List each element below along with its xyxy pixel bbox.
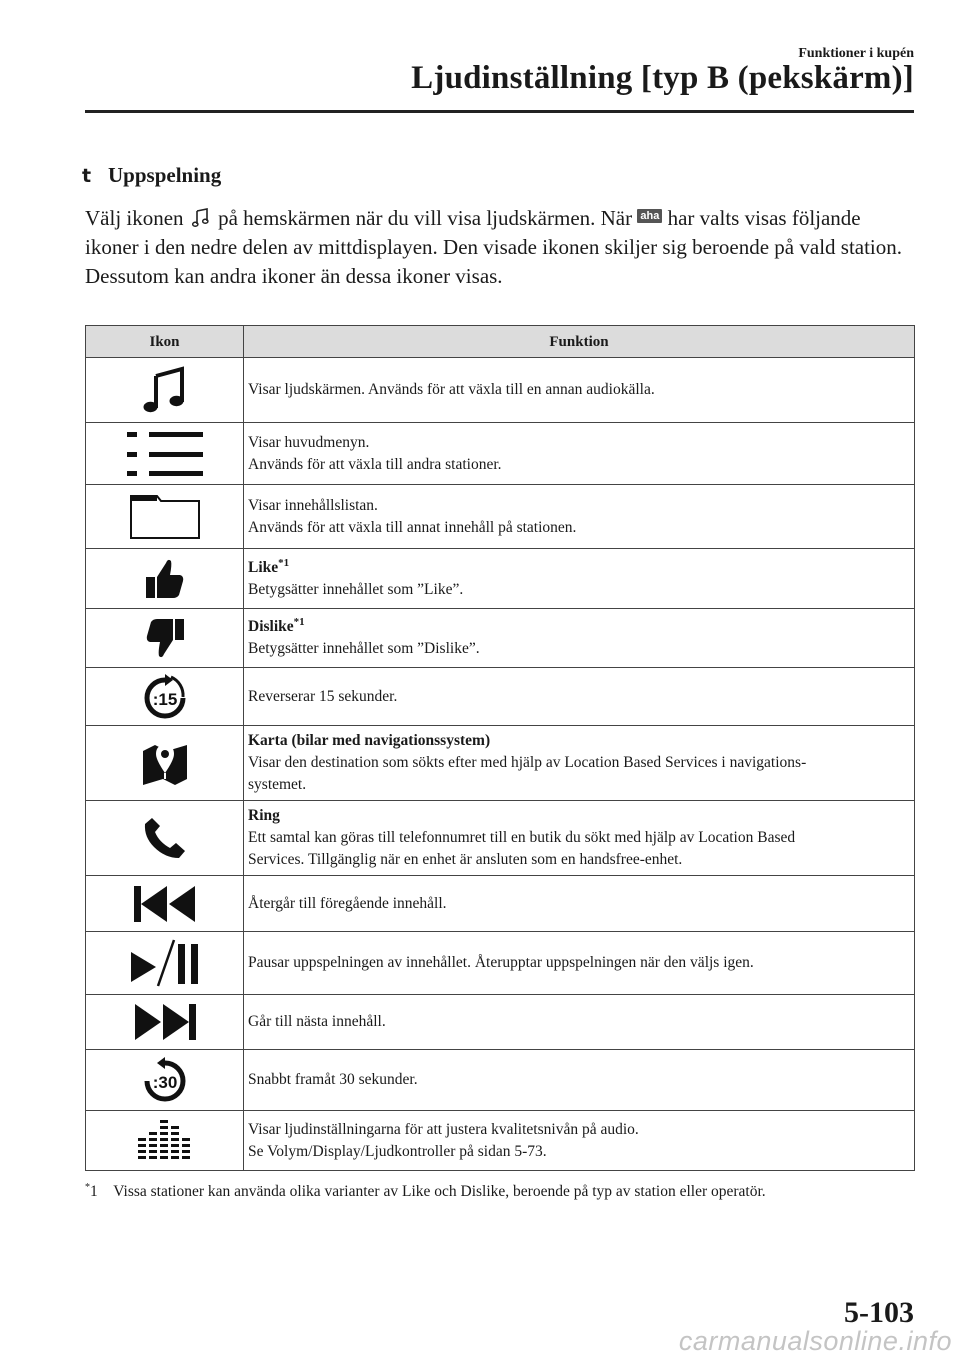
row-line: Visar ljudskärmen. Används för att växla till en annan audiokälla. bbox=[248, 381, 655, 398]
row-title: Ring bbox=[248, 807, 280, 824]
table-row bbox=[86, 726, 915, 801]
table-row bbox=[86, 1050, 915, 1111]
row-line: systemet. bbox=[248, 776, 307, 793]
row-line: Återgår till föregående innehåll. bbox=[248, 894, 447, 912]
page-number: 5-103 bbox=[844, 1296, 914, 1329]
row-line: Pausar uppspelningen av innehållet. Återupptar uppspelningen när den väljs igen. bbox=[248, 954, 754, 971]
intro-paragraph-1 bbox=[85, 204, 915, 262]
row-line: Används för att växla till annat innehåll på stationen. bbox=[248, 518, 577, 536]
forward-30-icon bbox=[141, 1056, 189, 1104]
row-line: Går till nästa innehåll. bbox=[248, 1013, 386, 1030]
music-note-small-icon bbox=[192, 208, 210, 228]
footnote-ref: *1 bbox=[293, 615, 305, 628]
intro-part-a: Välj ikonen bbox=[85, 206, 184, 230]
table-row bbox=[86, 358, 915, 423]
table-row bbox=[86, 668, 915, 726]
footnote-number: 1 bbox=[90, 1183, 98, 1200]
skip-previous-icon bbox=[131, 884, 199, 924]
equalizer-icon bbox=[135, 1118, 195, 1164]
table-row bbox=[86, 995, 915, 1050]
section-heading-text: Uppspelning bbox=[108, 163, 222, 187]
header-function: Funktion bbox=[244, 326, 915, 358]
row-line: Betygsätter innehållet som ”Like”. bbox=[248, 580, 464, 598]
play-pause-icon bbox=[128, 938, 202, 988]
forward-30-label: :30 bbox=[152, 1073, 177, 1092]
header-icon: Ikon bbox=[86, 326, 244, 358]
thumbs-up-icon bbox=[144, 557, 186, 601]
row-title: Karta (bilar med navigationssystem) bbox=[248, 732, 491, 749]
row-line: Visar den destination som sökts efter med hjälp av Location Based Services i navigations- bbox=[248, 754, 807, 771]
intro-text bbox=[85, 204, 915, 291]
row-line: Se Volym/Display/Ljudkontroller på sidan 5-73. bbox=[248, 1142, 547, 1160]
row-line: Visar innehållslistan. bbox=[248, 496, 378, 514]
row-title-text: Like bbox=[248, 558, 279, 576]
table-row bbox=[86, 485, 915, 549]
thumbs-down-icon bbox=[144, 616, 186, 660]
page-title: Ljudinställning [typ B (pekskärm)] bbox=[411, 60, 914, 96]
icon-table bbox=[85, 325, 915, 1171]
row-line: Används för att växla till andra stationer. bbox=[248, 455, 502, 473]
table-row bbox=[86, 1111, 915, 1171]
table-row bbox=[86, 876, 915, 932]
list-menu-icon bbox=[125, 429, 205, 479]
footnote-mark: * bbox=[85, 1181, 90, 1193]
header-section-name: Funktioner i kupén bbox=[798, 46, 914, 61]
phone-icon bbox=[143, 816, 187, 860]
row-line: Snabbt framåt 30 sekunder. bbox=[248, 1071, 418, 1088]
footnote-ref: *1 bbox=[278, 556, 290, 569]
row-title bbox=[248, 616, 910, 638]
row-title bbox=[248, 557, 910, 579]
row-line: Reverserar 15 sekunder. bbox=[248, 687, 398, 705]
row-line: Betygsätter innehållet som ”Dislike”. bbox=[248, 640, 480, 657]
header-divider bbox=[85, 110, 914, 113]
rewind-15-icon bbox=[141, 673, 189, 721]
table-row bbox=[86, 423, 915, 485]
aha-logo: aha bbox=[637, 209, 662, 223]
map-pin-icon bbox=[141, 739, 189, 787]
folder-icon bbox=[129, 493, 201, 541]
footnote bbox=[85, 1183, 915, 1201]
table-header-row bbox=[86, 326, 915, 358]
table-row bbox=[86, 549, 915, 609]
row-title-text: Dislike bbox=[248, 618, 294, 635]
row-line: Visar ljudinställningarna för att justera kvalitetsnivån på audio. bbox=[248, 1120, 639, 1138]
section-bullet: t bbox=[82, 165, 92, 187]
music-note-icon bbox=[142, 366, 188, 414]
skip-next-icon bbox=[131, 1002, 199, 1042]
row-line: Ett samtal kan göras till telefonnumret till en butik du sökt med hjälp av Location Based bbox=[248, 829, 796, 846]
table-row bbox=[86, 801, 915, 876]
row-line: Visar huvudmenyn. bbox=[248, 433, 370, 451]
intro-part-c: har valts visas följande ikoner i den nedre delen av mittdisplayen. Den visade ikonen skiljer sig beroende på vald station. bbox=[85, 206, 903, 259]
table-row bbox=[86, 609, 915, 668]
table-row bbox=[86, 932, 915, 995]
intro-paragraph-2: Dessutom kan andra ikoner än dessa ikoner visas. bbox=[85, 264, 503, 288]
watermark: carmanualsonline.info bbox=[678, 1326, 952, 1356]
intro-part-b: på hemskärmen när du vill visa ljudskärmen. När bbox=[218, 206, 633, 230]
section-heading bbox=[82, 163, 221, 188]
footnote-text: Vissa stationer kan använda olika varianter av Like och Dislike, beroende på typ av station eller operatör. bbox=[113, 1183, 766, 1200]
rewind-15-label: :15 bbox=[152, 689, 177, 709]
row-line: Services. Tillgänglig när en enhet är ansluten som en handsfree-enhet. bbox=[248, 851, 683, 868]
